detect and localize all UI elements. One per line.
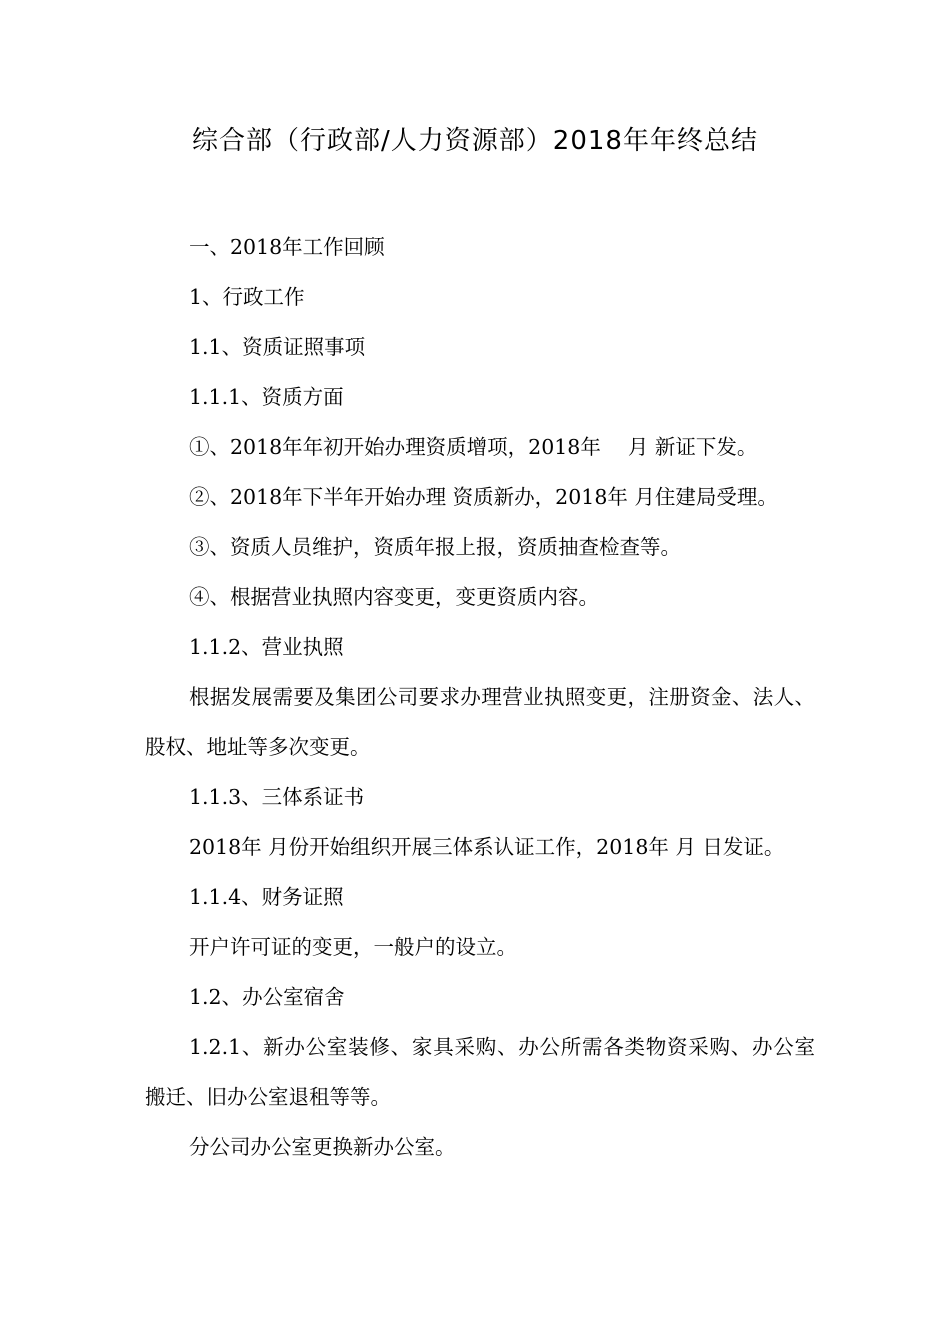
- subsection-heading-office-dormitory: 1.2、办公室宿舍: [189, 985, 345, 1009]
- subsection-heading-qualification: 1.1.1、资质方面: [189, 385, 344, 409]
- paragraph-business-license: 根据发展需要及集团公司要求办理营业执照变更，注册资金、法人、股权、地址等多次变更。: [145, 685, 815, 759]
- subsection-heading-admin-work: 1、行政工作: [189, 285, 305, 309]
- subsection-heading-financial-licenses: 1.1.4、财务证照: [189, 885, 344, 909]
- paragraph-new-office: 1.2.1、新办公室装修、家具采购、办公所需各类物资采购、办公室搬迁、旧办公室退租等等。: [145, 1035, 815, 1109]
- document-body: [145, 222, 815, 1172]
- list-item-3: ③、资质人员维护，资质年报上报，资质抽查检查等。: [189, 535, 681, 559]
- list-item-4: ④、根据营业执照内容变更，变更资质内容。: [189, 585, 599, 609]
- subsection-heading-three-system-certificate: 1.1.3、三体系证书: [189, 785, 365, 809]
- paragraph-three-system-certificate: 2018年 月份开始组织开展三体系认证工作，2018年 月 日发证。: [189, 835, 785, 859]
- list-item-2: ②、2018年下半年开始办理 资质新办，2018年 月住建局受理。: [189, 485, 778, 509]
- subsection-heading-qualification-licenses: 1.1、资质证照事项: [189, 335, 366, 359]
- document-title: 综合部（行政部/人力资源部）2018年年终总结: [192, 126, 758, 156]
- list-item-1: ①、2018年年初开始办理资质增项，2018年 月 新证下发。: [189, 435, 758, 459]
- subsection-heading-business-license: 1.1.2、营业执照: [189, 635, 344, 659]
- paragraph-branch-office: 分公司办公室更换新办公室。: [189, 1135, 456, 1159]
- paragraph-financial-licenses: 开户许可证的变更，一般户的设立。: [189, 935, 517, 959]
- section-heading-work-review: 一、2018年工作回顾: [189, 235, 385, 259]
